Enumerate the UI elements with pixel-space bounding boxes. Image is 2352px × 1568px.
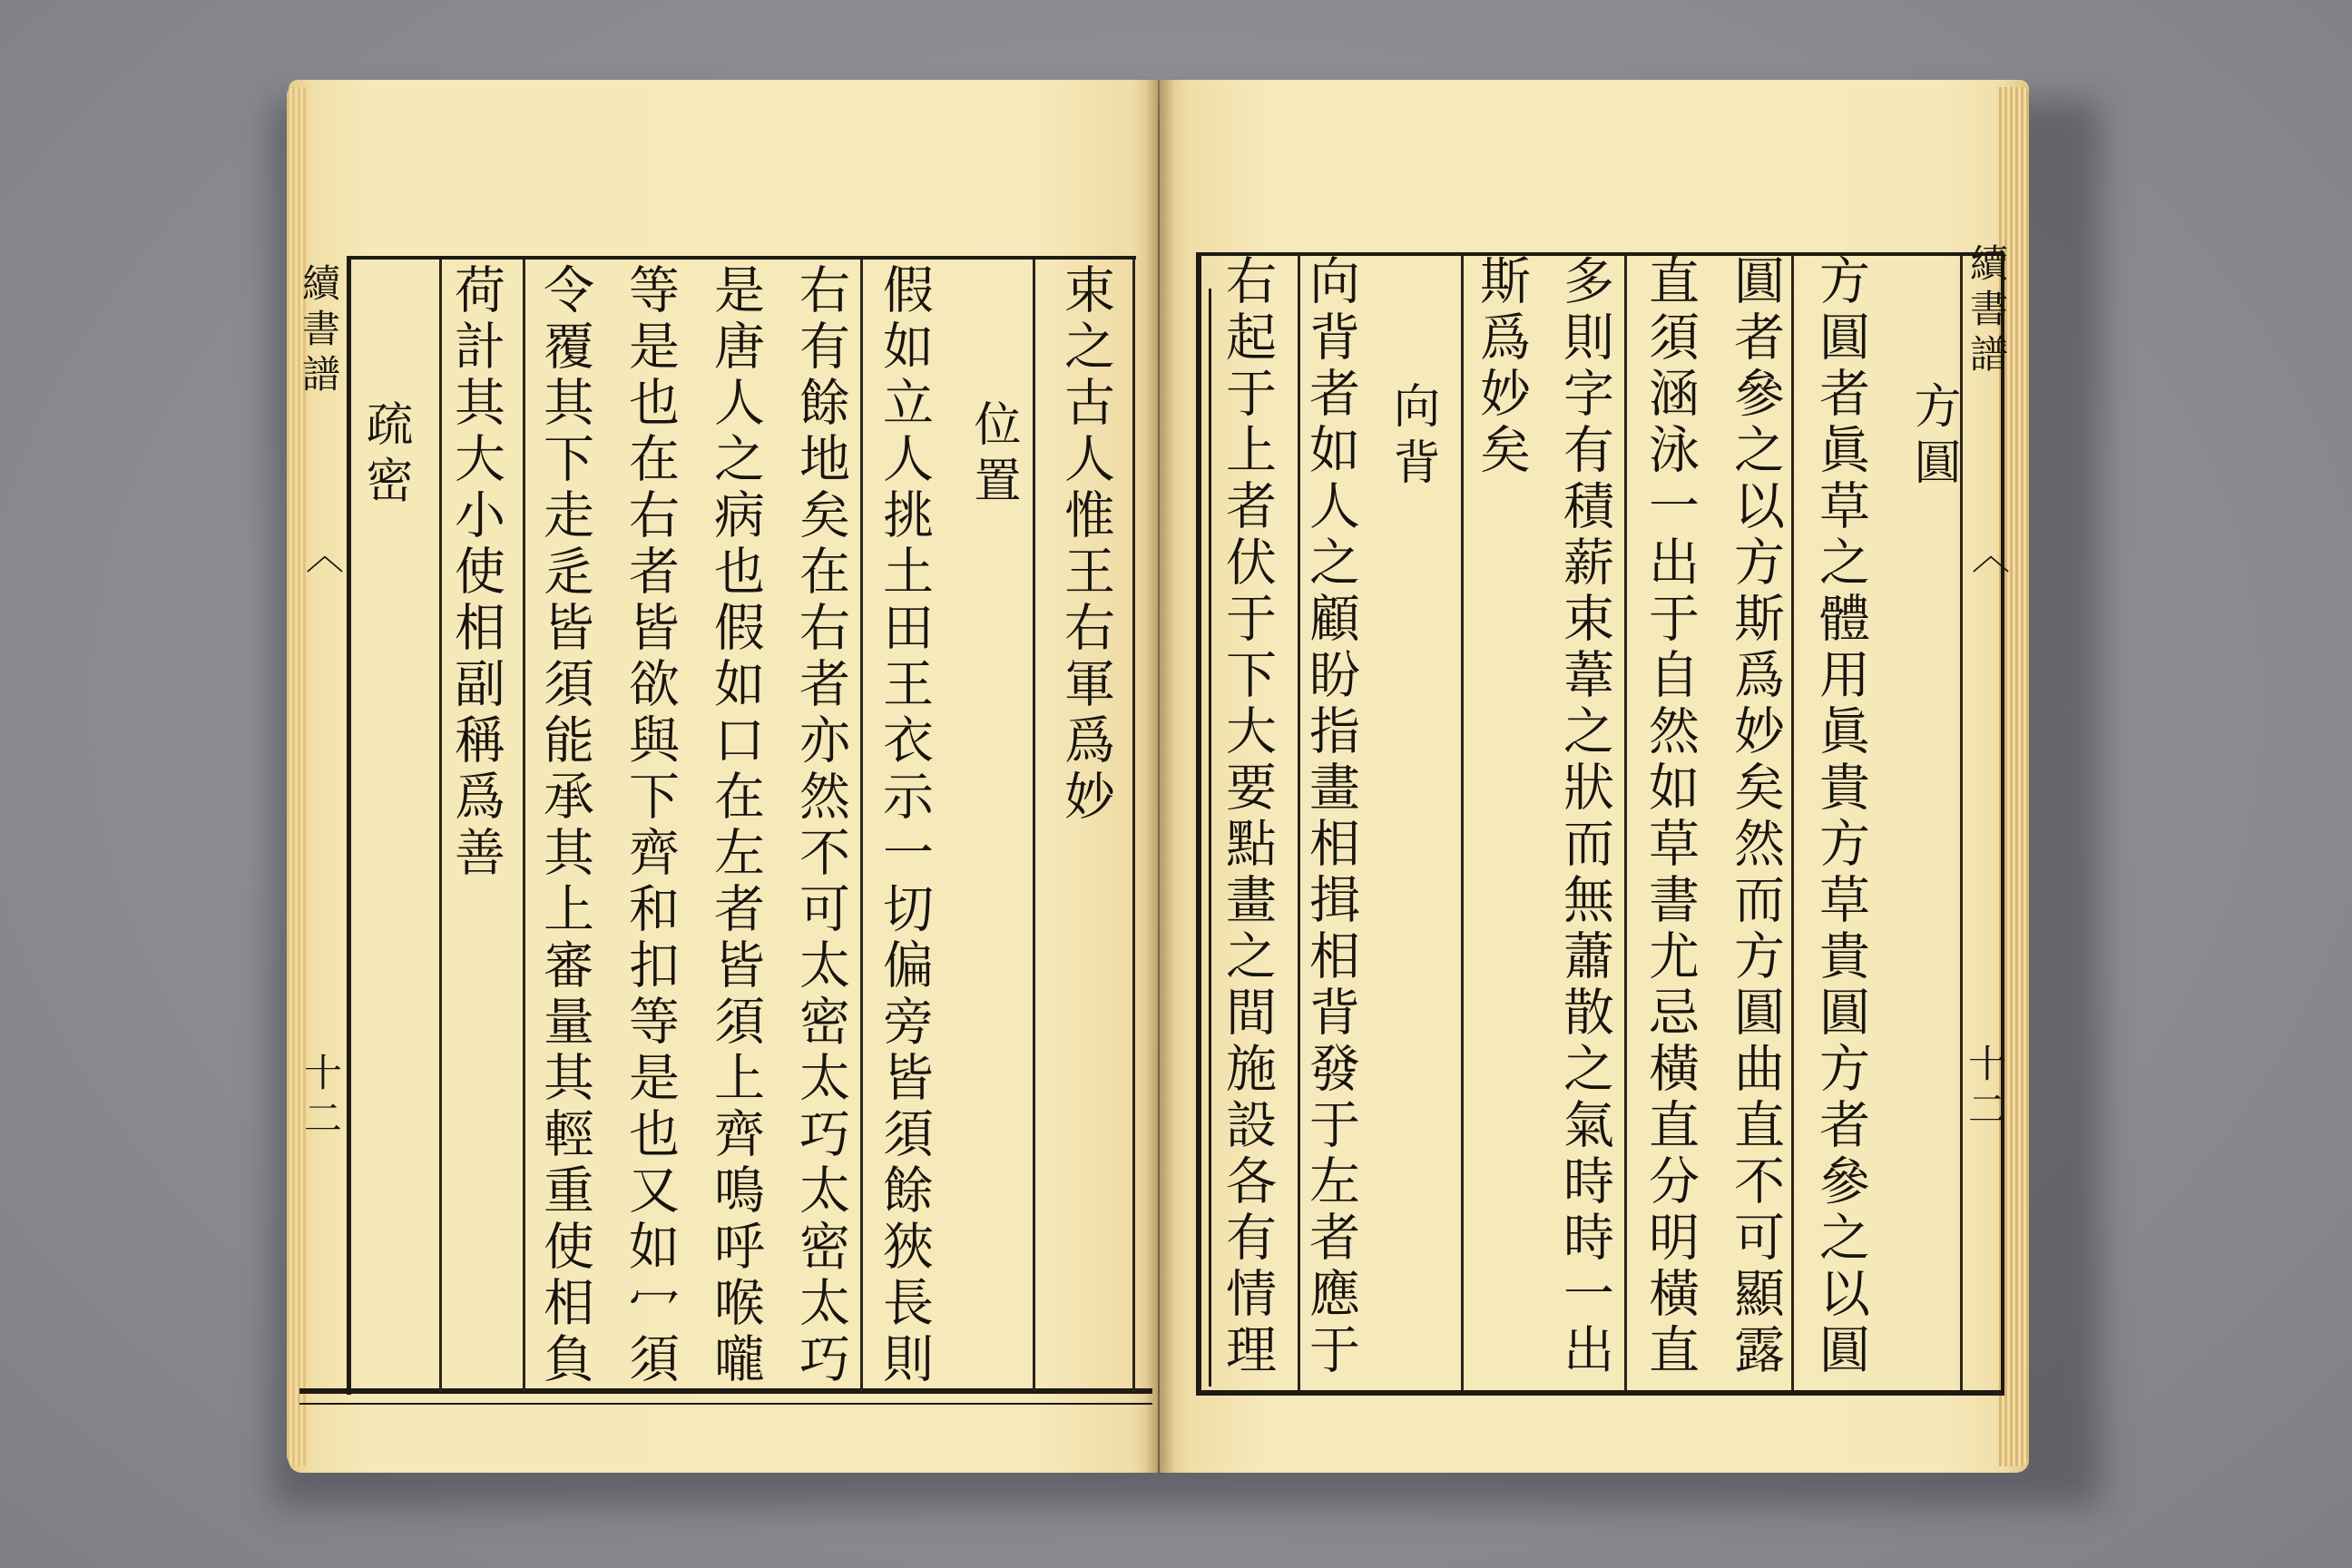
left-folio: 十二 [299,1053,343,1143]
left-divider-5 [1132,260,1135,1392]
left-frame-outer [347,256,351,1395]
left-divider-1 [439,260,442,1392]
right-heading-facing: 向背 [1385,381,1439,494]
left-frame-bottom [299,1388,1152,1394]
right-col-6: 斯爲妙矣 [1472,254,1531,479]
right-col-3: 圓者參之以方斯爲妙矣然而方圓曲直不可顯露 [1726,254,1785,1379]
right-fishtail: 〈 [1966,535,2011,581]
left-divider-4 [1033,260,1035,1392]
right-divider-5 [1960,256,1963,1390]
left-col-7: 令覆其下走辵皆須能承其上審量其輕重使相負 [535,263,594,1388]
left-heading-density: 疏密 [358,399,412,512]
left-col-6: 等是也在右者皆欲與下齊和扣等是也又如冖須 [621,263,680,1388]
right-col-9: 右起于上者伏于下大要點畫之間施設各有情理 [1218,254,1277,1379]
right-frame-bottom [1196,1390,2004,1396]
left-col-5: 是唐人之病也假如口在左者皆須上齊鳴呼喉嚨 [706,263,765,1388]
right-col-4: 直須涵泳一出于自然如草書尤忌橫直分明橫直 [1641,254,1700,1379]
left-frame-bottom-2 [299,1403,1152,1405]
left-divider-2 [523,260,525,1392]
right-divider-4 [1791,256,1794,1390]
book-gutter [1145,80,1174,1473]
right-divider-3 [1624,256,1627,1390]
left-margin-title: 續書譜 [297,263,341,399]
right-frame-left-2 [1209,289,1211,1387]
left-fishtail: 〈 [300,535,345,581]
right-margin-title: 續書譜 [1965,243,2009,379]
right-folio: 十二 [1963,1044,2007,1134]
right-divider-1 [1298,256,1300,1390]
left-col-4: 右有餘地矣在右者亦然不可太密太巧太密太巧 [791,263,850,1388]
right-divider-2 [1461,256,1464,1390]
left-col-3: 假如立人挑土田王衣示一切偏旁皆須餘狹長則 [875,263,934,1388]
left-col-1: 束之古人惟王右軍爲妙 [1056,263,1115,826]
left-frame-top [347,256,1136,260]
right-frame-right [2001,252,2004,1396]
left-heading-position: 位置 [965,399,1020,512]
left-divider-3 [860,260,863,1392]
right-col-5: 多則字有積薪束葦之狀而無蕭散之氣時時一出 [1555,254,1614,1379]
left-col-8: 荷計其大小使相副稱爲善 [446,263,505,882]
right-frame-left [1196,252,1201,1396]
right-col-2: 方圓者眞草之體用眞貴方草貴圓方者參之以圓 [1811,254,1870,1379]
right-heading-square-round: 方圓 [1906,381,1960,494]
right-col-8: 向背者如人之顧盼指畫相揖相背發于左者應于 [1301,254,1360,1379]
